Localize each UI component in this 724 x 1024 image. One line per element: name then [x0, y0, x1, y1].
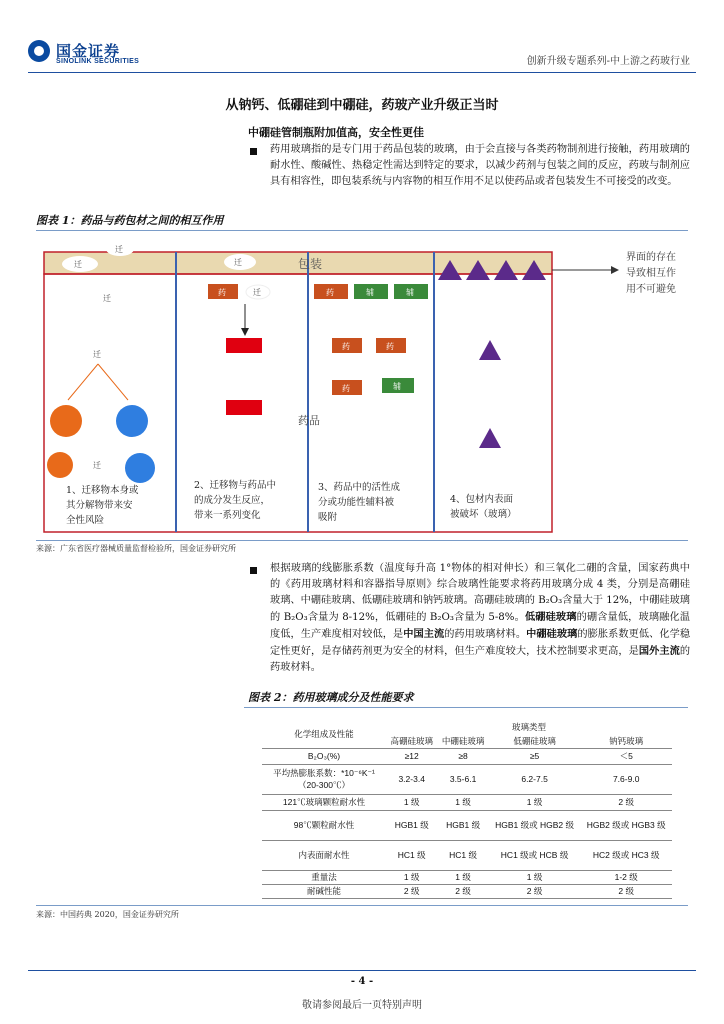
svg-text:辅: 辅 — [393, 382, 401, 391]
disclaimer-note: 敬请参阅最后一页特别声明 — [302, 1000, 422, 1011]
logo-text: 国金证券 — [56, 43, 121, 60]
migrant-oval-2 — [106, 242, 134, 256]
caption-3-line1: 3、药品中的活性成 — [318, 482, 401, 493]
migrant-oval-1 — [62, 256, 98, 272]
caption-2-line3: 带来一系列变化 — [194, 510, 261, 521]
table-row: 耐碱性能 2 级 2 级 2 级 2 级 — [262, 884, 672, 898]
glass-spec-table — [262, 720, 672, 899]
table-row: 内表面耐水性 HC1 级 HC1 级 HC1 级或 HCB 级 HC2 级或 HC3 级 — [262, 840, 672, 870]
row-header: 化学组成及性能 — [262, 720, 386, 748]
caption-1-line1: 1、迁移物本身或 — [66, 485, 139, 496]
svg-text:药: 药 — [218, 288, 226, 297]
report-series: 创新升级专题系列-中上游之药玻行业 — [526, 56, 690, 67]
decomposition-arrows — [68, 364, 128, 400]
group-header: 玻璃类型 — [511, 722, 546, 732]
drug-label: 药品 — [298, 414, 320, 427]
side-note-line2: 导致相互作 — [626, 268, 676, 279]
col-header: 钠钙玻璃 — [580, 734, 672, 748]
figure2-title: 图表 2：药用玻璃成分及性能要求 — [248, 691, 414, 704]
table-row: 平均热膨胀系数：*10⁻⁶K⁻¹（20-300℃） 3.2-3.4 3.5-6.1 6.2-7.5 7.6-9.0 — [262, 764, 672, 794]
figure2-bottom-rule — [36, 905, 688, 906]
section-subtitle: 中硼硅管制瓶附加值高，安全性更佳 — [248, 126, 424, 139]
caption-2-line2: 的成分发生反应， — [194, 495, 271, 506]
svg-text:迁: 迁 — [115, 245, 123, 254]
svg-text:药: 药 — [326, 288, 334, 297]
migrant-oval-4 — [95, 291, 121, 305]
footer-divider — [28, 970, 696, 971]
migrant-oval-6 — [85, 458, 111, 472]
table-row: 98℃颗粒耐水性 HGB1 级 HGB1 级 HGB1 级或 HGB2 级 HGB2 级或 HGB3 级 — [262, 810, 672, 840]
header-divider — [28, 72, 696, 73]
svg-text:迁: 迁 — [103, 294, 111, 303]
caption-4-line2: 被破坏（玻璃） — [450, 509, 517, 520]
bullet-icon — [250, 567, 257, 574]
bullet-icon — [250, 148, 257, 155]
svg-text:迁: 迁 — [93, 350, 101, 359]
figure2-rule — [244, 707, 688, 708]
table-row: B₂O₃(%) ≥12 ≥8 ≥5 ＜5 — [262, 748, 672, 764]
caption-1-line2: 其分解物带来安 — [66, 500, 133, 511]
excipient-block-p3b — [394, 284, 428, 299]
figure1-rule — [36, 230, 688, 231]
col-header: 低硼硅玻璃 — [489, 734, 581, 748]
caption-4-line1: 4、包材内表面 — [450, 494, 514, 505]
svg-text:药: 药 — [386, 342, 394, 351]
page-number: - 4 - — [350, 976, 374, 987]
svg-text:迁: 迁 — [74, 260, 82, 269]
reaction-product-1 — [226, 338, 262, 353]
caption-3-line2: 分或功能性辅料被 — [318, 497, 395, 508]
migrant-oval-5 — [85, 347, 111, 361]
paragraph-classification: 根据玻璃的线膨胀系数（温度每升高 1°物体的相对伸长）和三氧化二硼的含量，国家药典中的《药用玻璃材料和容器指导原则》综合玻璃性能要求将药用玻璃分成 4 类，分别是高硼硅玻璃、中硼硅玻璃、低硼硅玻璃和钠钙玻璃。高硼硅玻璃的 B₂O₃含量大于 12%，中硼硅玻璃的 B₂O₃含量为 8-12%，低硼硅的 B₂O₃含量为 5-8%。低硼硅玻璃的硼含量低，玻璃融化温度低，生产难度相对较低，是中国主流的药用玻璃材料。中硼硅玻璃的膨胀系数更低、化学稳定性更好，是存储药剂更为安全的材料，但生产难度较大，技术控制要求更高，是国外主流的药玻材料。 — [270, 563, 691, 673]
migrant-oval-p2 — [246, 285, 270, 299]
svg-text:药: 药 — [342, 342, 350, 351]
drug-package-interaction-diagram — [36, 240, 696, 540]
svg-text:药: 药 — [342, 384, 350, 393]
figure1-source: 来源：广东省医疗器械质量监督检验所，国金证券研究所 — [36, 544, 236, 553]
drug-block-p3c — [376, 338, 406, 353]
svg-text:辅: 辅 — [366, 288, 374, 297]
drug-block-p3d — [332, 380, 362, 395]
col-header: 中硼硅玻璃 — [437, 734, 488, 748]
section-title: 从钠钙、低硼硅到中硼硅，药玻产业升级正当时 — [225, 98, 499, 113]
glass-flake-icon-5 — [479, 340, 501, 360]
blue-circle — [116, 405, 148, 437]
caption-1-line3: 全性风险 — [66, 515, 105, 526]
figure2-source: 来源：中国药典 2020，国金证券研究所 — [36, 910, 179, 919]
orange-circle-small — [47, 452, 73, 478]
caption-2-line1: 2、迁移物与药品中 — [194, 480, 277, 491]
orange-circle — [50, 405, 82, 437]
caption-3-line3: 吸附 — [318, 512, 338, 523]
figure1-title: 图表 1：药品与药包材之间的相互作用 — [36, 214, 224, 227]
svg-text:迁: 迁 — [93, 461, 101, 470]
logo-subtext: SINOLINK SECURITIES — [56, 58, 140, 65]
paragraph-intro: 药用玻璃指的是专门用于药品包装的玻璃，由于会直接与各类药物制剂进行接触，药用玻璃的耐水性、酸碱性、热稳定性需达到特定的要求，以减少药剂与包装之间的反应，药玻与制剂应具有相容性，即包装系统与内容物的相互作用不足以使药品或者包装发生不可接受的改变。 — [270, 144, 690, 187]
excipient-block-p3c — [382, 378, 414, 393]
table-row: 重量法 1 级 1 级 1 级 1-2 级 — [262, 870, 672, 884]
migrant-oval-3 — [224, 254, 256, 270]
excipient-block-p3a — [354, 284, 388, 299]
side-note-line1: 界面的存在 — [626, 252, 676, 263]
company-logo-icon — [28, 40, 50, 62]
package-label: 包装 — [298, 257, 323, 271]
drug-block-p3a — [314, 284, 348, 299]
col-header: 高硼硅玻璃 — [386, 734, 437, 748]
glass-flake-icon-6 — [479, 428, 501, 448]
drug-block-p3b — [332, 338, 362, 353]
table-row: 121℃玻璃颗粒耐水性 1 级 1 级 1 级 2 级 — [262, 794, 672, 810]
figure1-bottom-rule — [36, 540, 688, 541]
svg-text:辅: 辅 — [406, 288, 414, 297]
side-note-line3: 用不可避免 — [626, 284, 676, 295]
blue-circle-small — [125, 453, 155, 483]
svg-text:迁: 迁 — [253, 288, 261, 297]
drug-block-p2 — [208, 284, 238, 299]
reaction-product-2 — [226, 400, 262, 415]
svg-text:迁: 迁 — [234, 258, 242, 267]
